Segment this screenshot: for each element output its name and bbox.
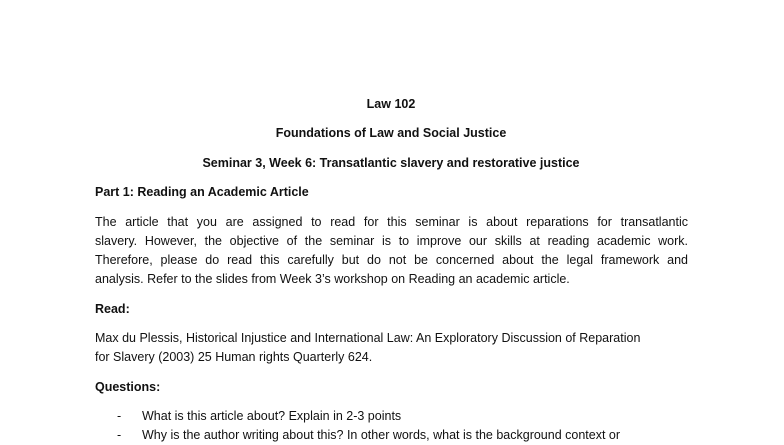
list-item [95, 426, 695, 445]
seminar-title: Seminar 3, Week 6: Transatlantic slavery and restorative justice [202, 156, 580, 170]
reference-line: Max du Plessis, Historical Injustice and International Law: An Exploratory Discussion of Reparation [95, 331, 641, 345]
reference-line: for Slavery (2003) 25 Human rights Quarterly 624. [95, 350, 373, 364]
intro-line: The article that you are assigned to read for this seminar is about reparations for transatlantic [95, 215, 688, 229]
question-text: What is this article about? Explain in 2-3 points [142, 409, 402, 423]
question-text: Why is the author writing about this? In other words, what is the background context or [142, 428, 621, 442]
intro-paragraph [95, 213, 688, 289]
intro-line: Therefore, please do read this carefully but do not be concerned about the legal framework and [95, 253, 688, 267]
read-heading: Read: [95, 302, 130, 316]
reference-paragraph [95, 329, 688, 367]
course-title: Foundations of Law and Social Justice [275, 126, 507, 140]
intro-line: slavery. However, the objective of the seminar is to improve our skills at reading academic work. [95, 234, 688, 248]
intro-line: analysis. Refer to the slides from Week 3’s workshop on Reading an academic article. [95, 272, 570, 286]
part1-heading: Part 1: Reading an Academic Article [95, 185, 309, 199]
bullet-marker: - [117, 428, 122, 442]
questions-list [95, 407, 695, 445]
course-code: Law 102 [366, 97, 416, 111]
list-item [95, 407, 695, 426]
bullet-marker: - [117, 409, 122, 423]
questions-heading: Questions: [95, 380, 161, 394]
